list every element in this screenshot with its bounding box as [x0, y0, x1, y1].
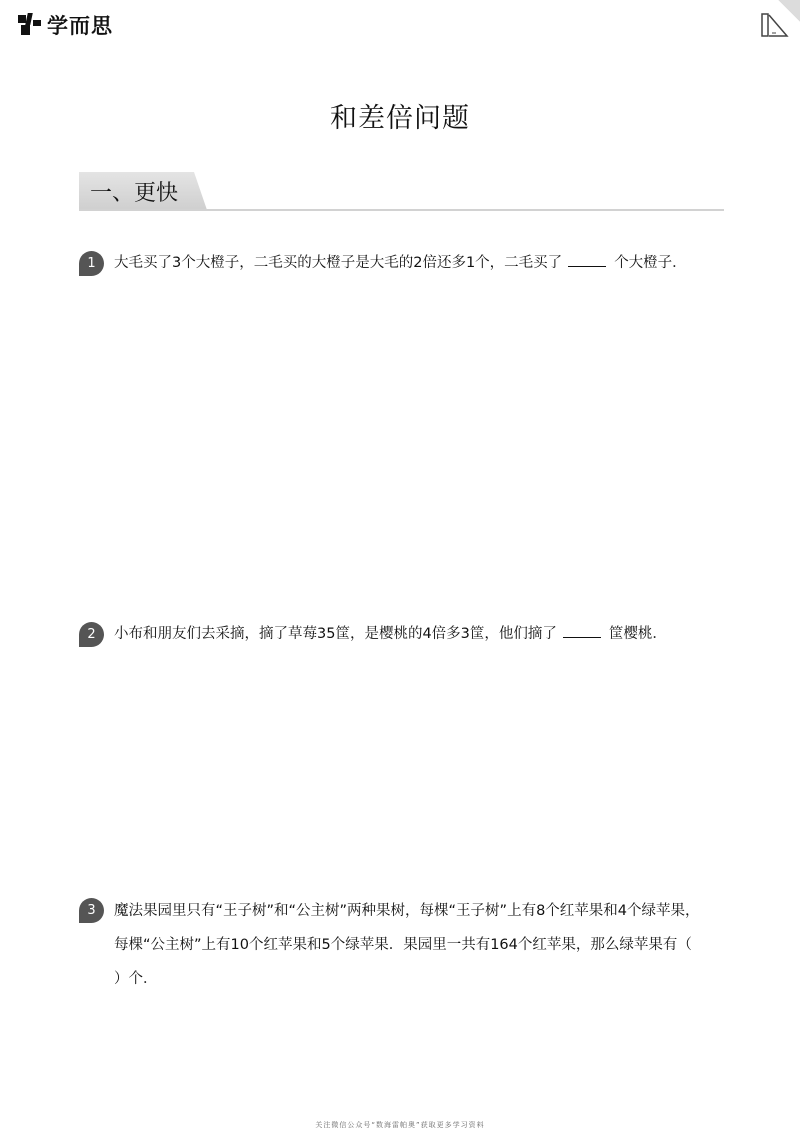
question-text-before: 小布和朋友们去采摘，摘了草莓35筐，是樱桃的4倍多3筐，他们摘了 [114, 626, 557, 642]
question-text [114, 249, 719, 278]
question-text-before: 大毛买了3个大橙子，二毛买的大橙子是大毛的2倍还多1个，二毛买了 [114, 255, 563, 271]
footer-note: 关注微信公众号“数海雷帕奥”获取更多学习资料 [315, 1121, 485, 1129]
question-text-after: 个大橙子． [614, 255, 687, 271]
question-number-badge: 3 [79, 898, 104, 923]
brand-logo [17, 10, 113, 40]
answer-blank[interactable] [568, 252, 606, 267]
section-title: 一、更快 [90, 181, 179, 206]
section-divider [79, 209, 724, 211]
question-number-badge: 2 [79, 622, 104, 647]
section-header [79, 172, 724, 212]
logo-text: 学而思 [47, 14, 113, 38]
question-text-after: 筐樱桃． [608, 626, 667, 642]
question-number-badge: 1 [79, 251, 104, 276]
question-text-line-3: ）个． [114, 971, 158, 987]
question-text-line-2: 每棵“公主树”上有10个红苹果和5个绿苹果．果园里一共有164个红苹果，那么绿苹果有（ [114, 937, 692, 953]
question-1 [79, 249, 719, 278]
answer-blank[interactable] [563, 623, 601, 638]
question-text [114, 620, 719, 649]
question-text-line-1: 魔法果园里只有“王子树”和“公主树”两种果树，每棵“王子树”上有8个红苹果和4个绿苹果， [114, 903, 700, 919]
ruler-set-square-icon [760, 12, 790, 38]
question-2 [79, 620, 719, 649]
page-title: 和差倍问题 [330, 103, 470, 134]
question-3 [79, 894, 719, 996]
xueersi-logo-icon [17, 12, 43, 38]
